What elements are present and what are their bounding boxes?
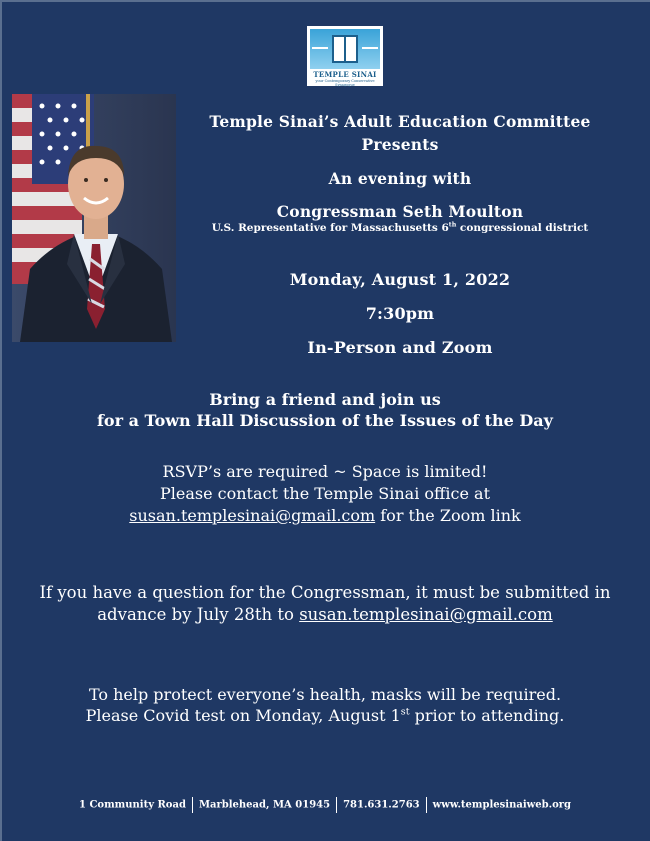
footer-divider — [336, 797, 337, 813]
footer-divider — [192, 797, 193, 813]
footer-phone: 781.631.2763 — [343, 799, 420, 811]
question-email-link[interactable]: susan.templesinai@gmail.com — [299, 605, 553, 624]
event-date: Monday, August 1, 2022 — [289, 270, 511, 289]
footer-divider — [426, 797, 427, 813]
event-format: In-Person and Zoom — [307, 338, 493, 357]
footer-website[interactable]: www.templesinaiweb.org — [432, 799, 571, 811]
footer-contact — [0, 797, 650, 813]
question-line-1: If you have a question for the Congressman, it must be submitted in — [39, 583, 611, 602]
footer-city: Marblehead, MA 01945 — [198, 799, 331, 811]
health-line-2: Please Covid test on Monday, August 1st prior to attending. — [85, 706, 565, 725]
logo-tagline: your Contemporary Conservative Synagogue — [315, 79, 375, 87]
footer-address: 1 Community Road — [79, 799, 186, 811]
invite-line-1: Bring a friend and join us — [209, 390, 441, 409]
question-line-2: advance by July 28th to susan.templesinai@gmail.com — [97, 605, 553, 624]
presents-heading: Presents — [361, 135, 439, 154]
evening-heading: An evening with — [328, 169, 472, 188]
logo-name: TEMPLE SINAI — [313, 70, 377, 79]
speaker-role: U.S. Representative for Massachusetts 6th congressional district — [211, 221, 589, 234]
committee-heading: Temple Sinai’s Adult Education Committee — [209, 112, 591, 131]
speaker-name: Congressman Seth Moulton — [276, 202, 524, 221]
event-time: 7:30pm — [365, 304, 435, 323]
temple-sinai-logo — [307, 26, 383, 86]
rsvp-email-link[interactable]: susan.templesinai@gmail.com — [129, 506, 376, 525]
health-line-1: To help protect everyone’s health, masks will be required. — [88, 685, 562, 704]
rsvp-line-2: Please contact the Temple Sinai office at — [160, 484, 490, 503]
invite-line-2: for a Town Hall Discussion of the Issues of the Day — [97, 411, 553, 430]
rsvp-line-3: susan.templesinai@gmail.com for the Zoom link — [129, 506, 521, 525]
book-icon — [310, 29, 380, 69]
rsvp-line-1: RSVP’s are required ~ Space is limited! — [162, 462, 488, 481]
speaker-photo — [12, 94, 176, 342]
